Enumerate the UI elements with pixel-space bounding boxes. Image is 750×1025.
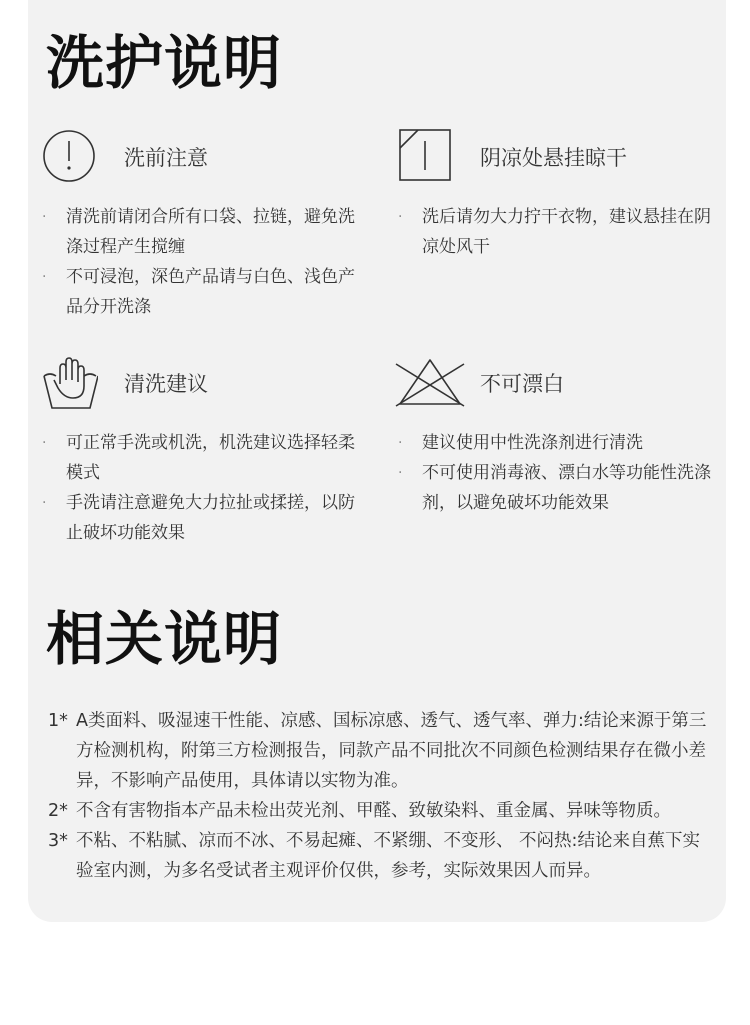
care-bullet: · 建议使用中性洗涤剂进行清洗 — [398, 433, 643, 453]
care-item-header — [398, 354, 718, 410]
note-text: 不含有害物指本产品未检出荧光剂、甲醛、致敏染料、重金属、异味等物质。 — [76, 801, 671, 821]
care-bullet: · 不可浸泡，深色产品请与白色、浅色产品分开洗涤 — [42, 267, 355, 317]
care-section-title: 洗护说明 — [46, 29, 283, 97]
hand-wash-icon — [42, 354, 98, 410]
care-item-title: 阴凉处悬挂晾干 — [480, 146, 627, 170]
care-bullet: · 可正常手洗或机洗，机洗建议选择轻柔模式 — [42, 433, 355, 483]
care-bullet: · 清洗前请闭合所有口袋、拉链，避免洗涤过程产生搅缠 — [42, 207, 355, 257]
care-item-header — [42, 354, 362, 410]
do-not-bleach-icon — [398, 354, 454, 410]
note-item — [48, 796, 708, 826]
care-bullet: · 洗后请勿大力拧干衣物，建议悬挂在阴凉处风干 — [398, 207, 711, 257]
exclamation-circle-icon — [42, 128, 98, 184]
note-number: 1* — [48, 711, 68, 731]
note-text: A类面料、吸湿速干性能、凉感、国标凉感、透气、透气率、弹力:结论来源于第三方检测机构，附第三方检测报告，同款产品不同批次不同颜色检测结果存在微小差异，不影响产品使用，具体请以实物为准。 — [76, 711, 707, 791]
care-item-title: 洗前注意 — [124, 146, 208, 170]
care-item-title: 不可漂白 — [480, 372, 564, 396]
notes-list — [48, 706, 708, 886]
notes-section-title: 相关说明 — [46, 605, 283, 673]
care-bullet: · 手洗请注意避免大力拉扯或揉搓，以防止破坏功能效果 — [42, 493, 355, 543]
care-item-title: 清洗建议 — [124, 372, 208, 396]
note-number: 2* — [48, 801, 68, 821]
note-number: 3* — [48, 831, 68, 851]
care-bullet: · 不可使用消毒液、漂白水等功能性洗涤剂，以避免破坏功能效果 — [398, 463, 711, 513]
care-item-bullets — [398, 202, 718, 262]
note-text: 不粘、不粘腻、凉而不冰、不易起瘫、不紧绷、不变形、 不闷热:结论来自蕉下实验室内测，为多名受试者主观评价仅供，参考，实际效果因人而异。 — [76, 831, 700, 881]
line-dry-shade-icon — [398, 128, 454, 184]
care-item-header — [42, 128, 362, 184]
care-item-bullets — [42, 202, 362, 322]
care-item-bullets — [398, 428, 718, 518]
care-item-header — [398, 128, 718, 184]
note-item — [48, 826, 708, 886]
care-item-bullets — [42, 428, 362, 548]
note-item — [48, 706, 708, 796]
